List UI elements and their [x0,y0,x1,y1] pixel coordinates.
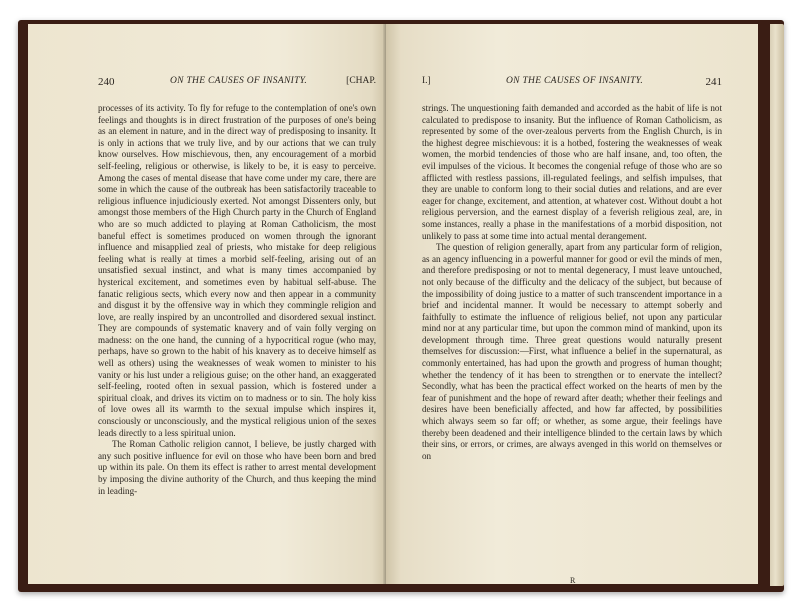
right-page-header [422,76,722,90]
left-paragraph-1: processes of its activity. To fly for refuge to the contemplation of one's own feelings and thoughts is in direct frustration of the purposes of one's being as an element in nature, and in the direct way of predisposing to insanity. It is only in actions that we truly live, and by our actions that we can truly know ourselves. How mischievous, then, any encouragement of a morbid self-feeling, religious or otherwise, is likely to be, it is easy to perceive. Among the cases of mental disease that have come under my care, there are some in which the cause of the outbreak has been satisfactorily traceable to religious influence injudiciously exerted. Not amongst Dissenters only, but amongst those members of the High Church party in the Church of England who are so much addicted to playing at Roman Catholicism, the most baneful effect is sometimes produced on women through the ignorant influence and misapplied zeal of priests, who mistake for deep religious feeling what is really at times a morbid self-feeling, arising out of an unsatisfied sexual instinct, and what is many times accompanied by hysterical excitement, and sometimes even by habitual self-abuse. The fanatic religious sects, which every now and then appear in a community and disgust it by the offensive way in which they commingle religion and love, are really inspired by an uncontrolled and disordered sexual instinct. They are compounds of systematic knavery and of vain folly verging on madness: on the one hand, the cunning of a hypocritical rogue (who may, perhaps, have so grown to the habit of his knavery as to deceive himself as well as others) using the weaknesses of weak women to minister to his vanity or his lust under a religious guise; on the other hand, an exaggerated self-feeling, rooted often in sexual passion, which is fostered under a spiritual cloak, and drives its victim on to madness or to sin. The holy kiss of love owes all its warmth to the sexual impulse which inspires it, consciously or unconsciously, and the mystical religious union of the sexes leads directly to a less spiritual union. [98,103,376,438]
left-paragraph-2: The Roman Catholic religion cannot, I believe, be justly charged with any such positive influence for evil on those who have been born and bred up within its pale. On them its effect is rather to arrest mental development by imposing the divine authority of the Church, and thus keeping the mind in leading- [98,439,376,496]
right-paragraph-2: The question of religion generally, apart from any particular form of religion, as an agency influencing in a powerful manner for good or evil the minds of men, and therefore predisposing or not to mental degeneracy, I must leave untouched, not only because of the difficulty and the delicacy of the subject, but because of the impossibility of doing justice to a matter of such transcendent importance in a brief and incidental manner. It would be necessary to attempt soberly and faithfully to estimate the influence of religious belief, not upon any particular mind nor at any particular time, but upon the common mind of mankind, upon its development through time. Three great questions would naturally present themselves for discussion:—First, what influence a belief in the supernatural, as commonly entertained, has had upon the growth and progress of human thought; whether the tendency of it has been to strengthen or to enervate the intellect? Secondly, what has been the practical effect worked on the hearts of men by the fear of punishment and the hope of reward after death; whether their feelings and desires have been beneficially affected, and how far affected, by possibilities which always seem so far off; or whether, as some argue, their feelings have thereby been deadened and their intelligence blinded to the certain laws by which their sins, or errors, or crimes, are always avenged in this world on themselves or on [422,242,722,461]
right-chapter-mark: I.] [422,76,431,86]
left-page-number: 240 [98,76,115,88]
left-page [28,24,386,584]
page-edges [770,24,784,586]
left-page-body [98,103,376,497]
left-page-header [98,76,376,90]
left-chapter-mark: [CHAP. [346,76,376,86]
signature-mark: R [570,576,577,584]
right-page-number: 241 [705,76,722,88]
right-paragraph-1: strings. The unquestioning faith demanded and accorded as the habit of life is not calculated to predispose to insanity. But the influence of Roman Catholicism, as represented by some of the over-zealous perverts from the English Church, is in the highest degree mischievous: it is a hotbed, fostering the weaknesses of weak women, the morbid tendencies of those who are half insane, and, too often, the evil impulses of the vicious. It becomes the congenial refuge of those who are so afflicted with restless passions, ill-regulated feelings, and selfish impulses, that they are unable to conform long to their social duties and relations, and are ever eager for change, excitement, and attention, at whatever cost. Without doubt a hot religious perversion, and the earnest display of a feverish religious zeal, are, in some instances, really a phase in the manifestations of a morbid disposition, not unlikely to pass at some time into actual mental derangement. [422,103,722,241]
right-page [386,24,758,584]
right-page-body [422,103,722,462]
left-running-title: ON THE CAUSES OF INSANITY. [170,76,308,86]
right-running-title: ON THE CAUSES OF INSANITY. [506,76,644,86]
